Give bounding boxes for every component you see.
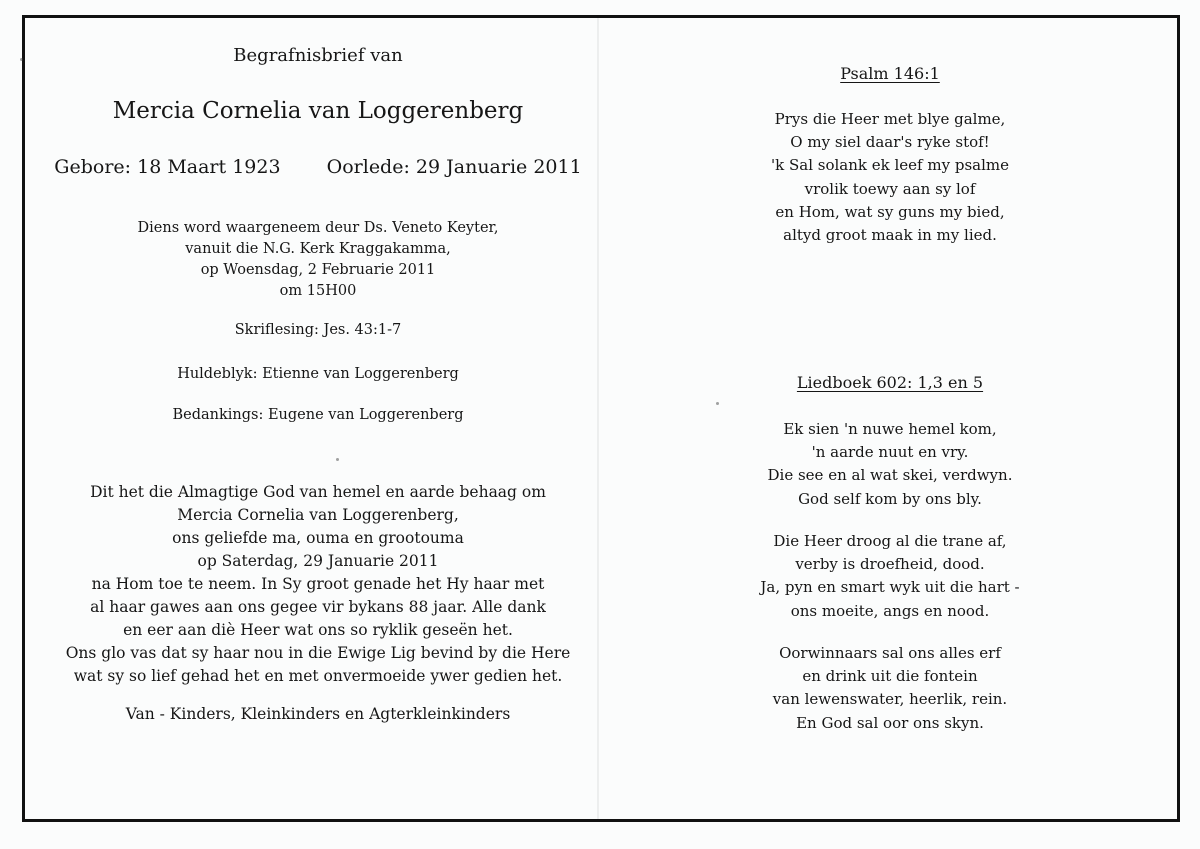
psalm-verse [620,108,1160,247]
verse-line: altyd groot maak in my lied. [783,226,997,245]
deceased-name [40,98,596,124]
announcement-line: ons geliefde ma, ouma en grootouma [172,529,464,547]
service-line: vanuit die N.G. Kerk Kraggakamma, [185,241,451,257]
dates-row [40,156,596,178]
verse-line: 'k Sal solank ek leef my psalme [771,156,1009,175]
announcement-line: wat sy so lief gehad het en met onvermoeide ywer gedien het. [73,667,563,685]
verse-line: Ek sien 'n nuwe hemel kom, [783,420,997,438]
family-signoff [40,705,596,723]
verse-line: Die Heer droog al die trane af, [773,532,1007,550]
deceased-name-text: Mercia Cornelia van Loggerenberg [112,98,524,124]
paper-speck [716,402,719,405]
verse-line: 'n aarde nuut en vry. [811,443,969,462]
header-title-text: Begrafnisbrief van [233,45,403,66]
death-announcement [40,481,596,688]
tribute-value: Etienne van Loggerenberg [262,366,459,382]
left-panel [40,0,596,849]
verse-line: Prys die Heer met blye galme, [774,110,1006,128]
hymn-heading [620,373,1160,392]
verse-line: Ja, pyn en smart wyk uit die hart - [760,578,1020,597]
birth-date [54,156,286,178]
hymn-stanza-2 [620,530,1160,623]
death-value: 29 Januarie 2011 [415,156,582,178]
birth-label: Gebore: [54,156,132,178]
birth-value: 18 Maart 1923 [137,156,281,178]
scripture-label: Skriflesing: [234,322,319,338]
scripture-value: Jes. 43:1-7 [323,322,402,338]
service-details [40,218,596,302]
death-label: Oorlede: [326,156,410,178]
scripture-reading [40,322,596,338]
tribute [40,366,596,382]
announcement-line: na Hom toe te neem. In Sy groot genade het Hy haar met [91,575,545,593]
verse-line: ons moeite, angs en nood. [790,601,990,620]
verse-line: O my siel daar's ryke stof! [790,133,990,152]
verse-line: Oorwinnaars sal ons alles erf [779,644,1001,662]
announcement-line: Mercia Cornelia van Loggerenberg, [177,506,459,524]
announcement-line: al haar gawes aan ons gegee vir bykans 88 jaar. Alle dank [90,598,546,616]
paper-speck [336,458,339,461]
service-line: om 15H00 [279,283,357,299]
verse-line: verby is droefheid, dood. [795,555,985,574]
hymn-heading-text: Liedboek 602: 1,3 en 5 [796,373,984,392]
center-fold-line [597,18,599,819]
hymn-stanza-1 [620,418,1160,511]
verse-line: En God sal oor ons skyn. [796,713,984,732]
service-line: Diens word waargeneem deur Ds. Veneto Keyter, [137,220,499,236]
verse-line: van lewenswater, heerlik, rein. [772,690,1008,709]
verse-line: God self kom by ons bly. [798,489,982,508]
paper-speck [20,58,23,61]
announcement-line: Ons glo vas dat sy haar nou in die Ewige Lig bevind by die Here [65,644,571,662]
announcement-line: op Saterdag, 29 Januarie 2011 [197,552,439,570]
death-date [327,156,582,178]
announcement-line: en eer aan diè Heer wat ons so ryklik geseën het. [123,621,513,639]
verse-line: vrolik toewy aan sy lof [804,179,976,198]
announcement-line: Dit het die Almagtige God van hemel en aarde behaag om [90,483,546,501]
psalm-heading-text: Psalm 146:1 [840,64,940,83]
header-title [40,45,596,66]
hymn-stanza-3 [620,642,1160,735]
tribute-label: Huldeblyk: [177,366,258,382]
signoff-text: Van - Kinders, Kleinkinders en Agterkleinkinders [125,705,511,723]
thanks-value: Eugene van Loggerenberg [267,407,464,423]
psalm-heading [620,64,1160,83]
thanks-label: Bedankings: [172,407,264,423]
verse-line: en Hom, wat sy guns my bied, [775,202,1005,221]
thanks [40,407,596,423]
verse-line: Die see en al wat skei, verdwyn. [767,466,1013,485]
service-line: op Woensdag, 2 Februarie 2011 [200,262,436,278]
verse-line: en drink uit die fontein [802,667,978,686]
right-panel [620,0,1160,849]
